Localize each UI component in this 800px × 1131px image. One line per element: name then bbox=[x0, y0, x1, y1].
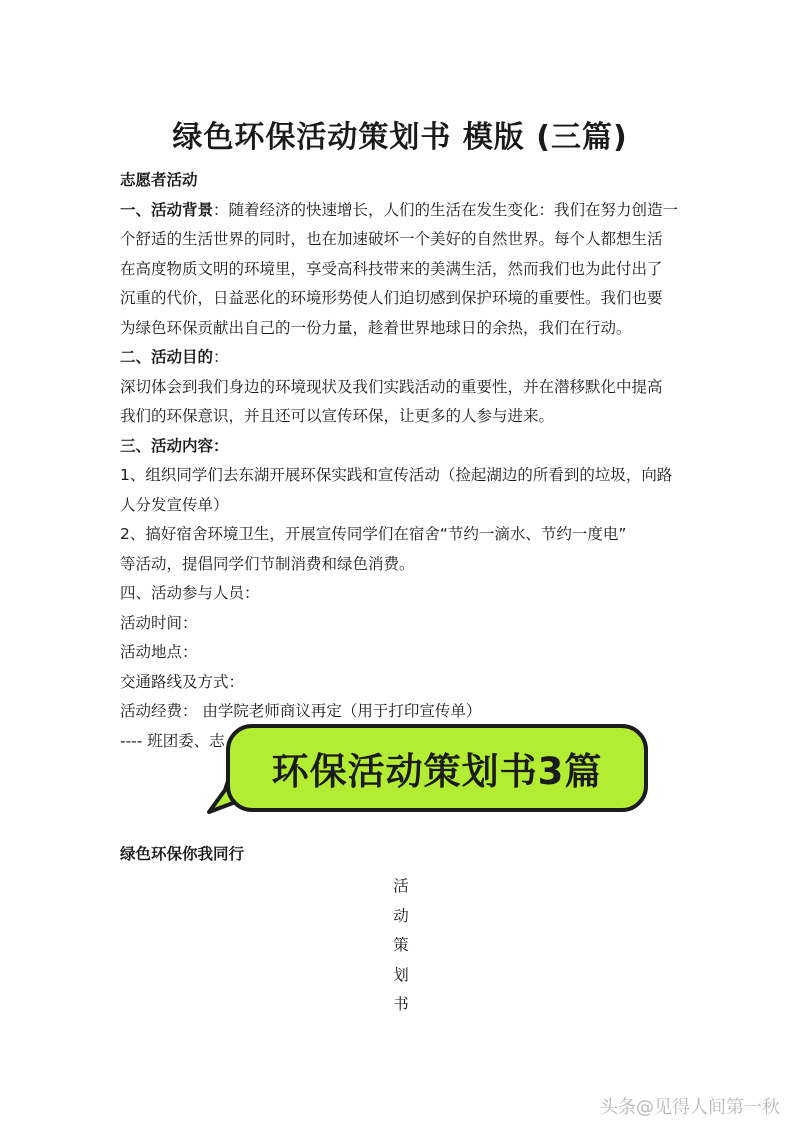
watermark: 头条@见得人间第一秋 bbox=[600, 1097, 780, 1118]
vertical-char: 划 bbox=[393, 965, 409, 984]
purpose-heading-line bbox=[120, 343, 688, 373]
vertical-char: 动 bbox=[393, 906, 409, 925]
background-label: 一、活动背景 bbox=[120, 200, 214, 219]
background-line-3: 在高度物质文明的环境里，享受高科技带来的美满生活，然而我们也为此付出了 bbox=[120, 259, 663, 278]
title-speech-bubble bbox=[226, 724, 648, 812]
place-line: 活动地点： bbox=[120, 643, 198, 661]
content-line-4: 等活动，提倡同学们节制消费和绿色消费。 bbox=[120, 554, 415, 573]
content-heading: 三、活动内容： bbox=[120, 436, 229, 455]
bubble-text: 环保活动策划书3篇 bbox=[271, 750, 603, 793]
time-line: 活动时间： bbox=[120, 613, 198, 632]
section-title-volunteer: 志愿者活动 bbox=[120, 171, 198, 189]
background-line-5: 为绿色环保贡献出自己的一份力量，趁着世界地球日的余热，我们在行动。 bbox=[120, 318, 632, 337]
section-title-green: 绿色环保你我同行 bbox=[120, 845, 245, 863]
vertical-char: 书 bbox=[393, 995, 409, 1013]
page-title: 绿色环保活动策划书 模版 (三篇) bbox=[172, 120, 628, 155]
content-line-1: 1、组织同学们去东湖开展环保实践和宣传活动（捡起湖边的所看到的垃圾，向路 bbox=[120, 466, 673, 484]
content-line-3: 2、搞好宿舍环境卫生，开展宣传同学们在宿舍“节约一滴水、节约一度电” bbox=[120, 525, 627, 543]
purpose-suffix: ： bbox=[213, 348, 229, 366]
background-text-1: ：随着经济的快速增长，人们的生活在发生变化：我们在努力创造一 bbox=[213, 200, 679, 219]
funding-line: 活动经费： 由学院老师商议再定（用于打印宣传单） bbox=[120, 702, 482, 720]
vertical-char: 策 bbox=[393, 936, 409, 954]
content-line-2: 人分发宣传单） bbox=[120, 495, 229, 514]
background-line-2: 个舒适的生活世界的同时，也在加速破坏一个美好的自然世界。每个人都想生活 bbox=[120, 230, 663, 248]
purpose-line-1: 深切体会到我们身边的环境现状及我们实践活动的重要性，并在潜移默化中提高 bbox=[120, 377, 663, 396]
participants-line: 四、活动参与人员： bbox=[120, 584, 260, 602]
background-line-4: 沉重的代价，日益恶化的环境形势使人们迫切感到保护环境的重要性。我们也要 bbox=[120, 289, 663, 307]
background-line-1 bbox=[120, 196, 688, 226]
committee-line: ---- 班团委、志 bbox=[120, 731, 225, 750]
purpose-label: 二、活动目的 bbox=[120, 348, 214, 366]
section-two bbox=[120, 840, 244, 870]
purpose-line-2: 我们的环保意识，并且还可以宣传环保，让更多的人参与进来。 bbox=[120, 407, 555, 425]
route-line: 交通路线及方式： bbox=[120, 672, 245, 691]
vertical-char: 活 bbox=[393, 877, 409, 895]
vertical-title bbox=[390, 872, 412, 1020]
document-body bbox=[120, 166, 688, 756]
